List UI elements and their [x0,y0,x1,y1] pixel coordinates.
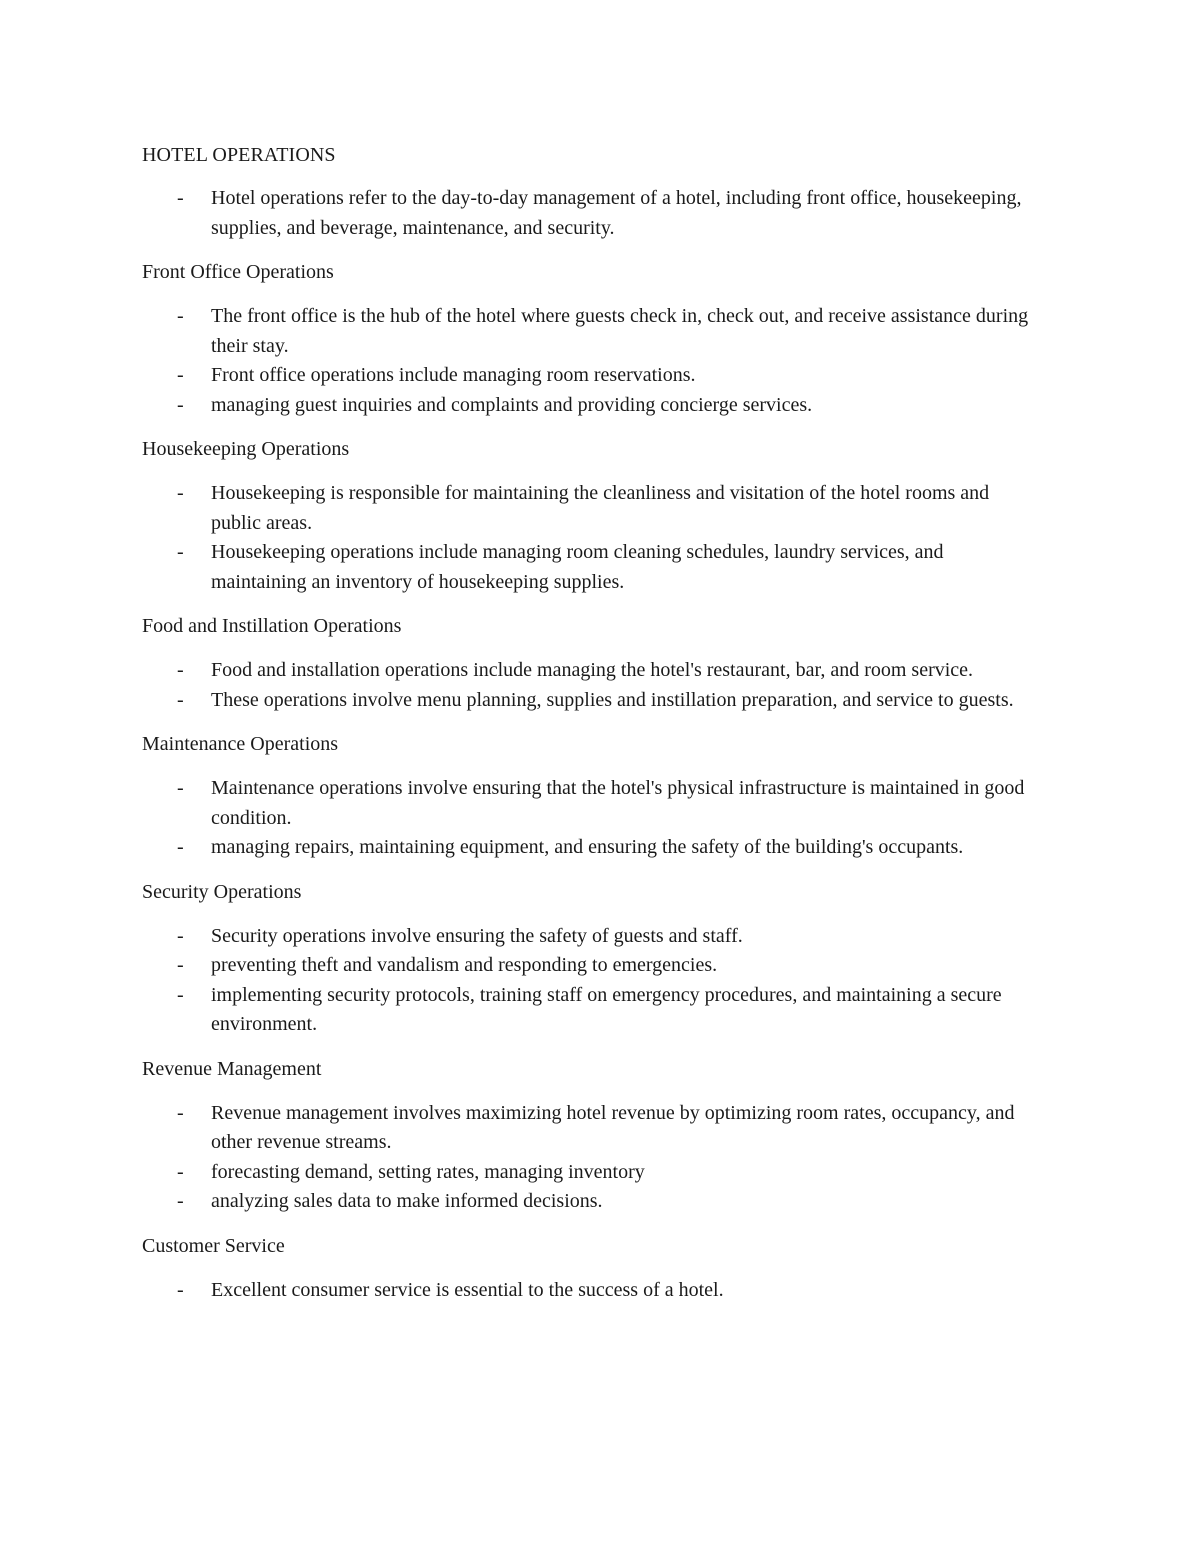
list-item [142,1187,1042,1217]
bullet-list [142,656,1042,715]
bullet-dash: - [177,983,184,1006]
bullet-dash: - [177,393,184,416]
section-heading: Housekeeping Operations [142,438,350,460]
intro-bullet-list [142,184,1042,243]
bullet-list [142,479,1042,597]
bullet-text: Excellent consumer service is essential to the success of a hotel. [211,1278,724,1301]
section-heading: Security Operations [142,880,302,903]
list-item [142,686,1042,716]
list-item [142,1276,1042,1306]
bullet-dash: - [177,1278,184,1301]
bullet-text: managing guest inquiries and complaints and providing concierge services. [211,393,813,416]
list-item [142,774,1042,833]
bullet-text: Revenue management involves maximizing hotel revenue by optimizing room rates, occupancy, and other revenue streams. [211,1101,1015,1153]
bullet-text: analyzing sales data to make informed decisions. [211,1190,603,1212]
list-item [142,184,1042,243]
list-item [142,538,1042,597]
bullet-dash: - [177,1160,184,1183]
section [142,611,1042,715]
bullet-text: managing repairs, maintaining equipment, and ensuring the safety of the building's occupants. [211,836,964,858]
bullet-dash: - [177,482,184,504]
bullet-dash: - [177,924,184,947]
section-heading: Food and Instillation Operations [142,615,402,637]
list-item [142,1099,1042,1158]
section-heading: Front Office Operations [142,261,334,283]
section [142,1231,1042,1306]
bullet-text: Housekeeping is responsible for maintaining the cleanliness and visitation of the hotel rooms and public areas. [211,482,990,534]
bullet-text: These operations involve menu planning, supplies and instillation preparation, and service to guests. [211,688,1014,711]
bullet-dash: - [177,541,184,563]
list-item [142,479,1042,538]
bullet-text: forecasting demand, setting rates, managing inventory [211,1160,645,1183]
bullet-dash: - [177,1101,184,1124]
section [142,257,1042,420]
section [142,434,1042,597]
bullet-text: Food and installation operations include managing the hotel's restaurant, bar, and room service. [211,659,974,681]
bullet-text: The front office is the hub of the hotel where guests check in, check out, and receive assistance during their stay. [211,305,1029,357]
bullet-dash: - [177,364,184,386]
document-title: HOTEL OPERATIONS [142,144,336,166]
bullet-text: Hotel operations refer to the day-to-day management of a hotel, including front office, housekeeping, supplies, and beverage, maintenance, and security. [211,187,1022,239]
list-item [142,981,1042,1040]
section [142,729,1042,863]
section [142,877,1042,1040]
bullet-dash: - [177,305,184,327]
list-item [142,922,1042,952]
list-item [142,951,1042,981]
bullet-list [142,302,1042,420]
section-heading: Revenue Management [142,1057,322,1080]
list-item [142,656,1042,686]
bullet-text: Housekeeping operations include managing room cleaning schedules, laundry services, and maintaining an inventory of housekeeping supplies. [211,541,944,593]
bullet-text: implementing security protocols, training staff on emergency procedures, and maintaining a secure environment. [211,983,1002,1035]
bullet-dash: - [177,187,184,209]
list-item [142,361,1042,391]
bullet-dash: - [177,659,184,681]
bullet-dash: - [177,688,184,711]
document-page [142,140,1042,1319]
section-heading: Maintenance Operations [142,733,339,755]
bullet-list [142,1099,1042,1217]
list-item [142,833,1042,863]
bullet-text: preventing theft and vandalism and responding to emergencies. [211,954,718,976]
sections-container [142,257,1042,1305]
bullet-text: Maintenance operations involve ensuring that the hotel's physical infrastructure is maintained in good condition. [211,777,1025,829]
list-item [142,1158,1042,1188]
list-item [142,302,1042,361]
bullet-text: Security operations involve ensuring the safety of guests and staff. [211,924,743,947]
list-item [142,391,1042,421]
bullet-list [142,774,1042,863]
bullet-dash: - [177,954,184,976]
bullet-dash: - [177,777,184,799]
bullet-list [142,1276,1042,1306]
bullet-dash: - [177,1190,184,1212]
bullet-text: Front office operations include managing room reservations. [211,364,696,386]
bullet-list [142,922,1042,1040]
section-heading: Customer Service [142,1234,285,1257]
bullet-dash: - [177,836,184,858]
section [142,1054,1042,1217]
